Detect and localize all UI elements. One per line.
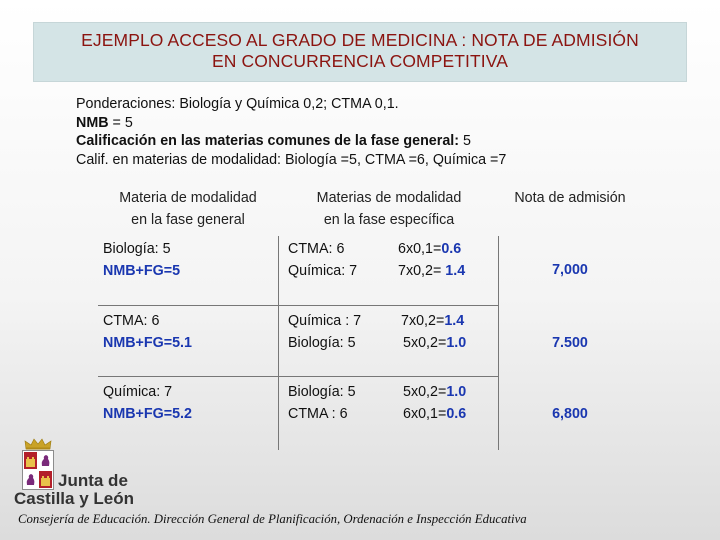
logo-line-1: Junta de <box>58 471 128 490</box>
header-fase-especifica-line1: Materias de modalidad <box>316 190 462 206</box>
row-1-subject: Biología: 5 <box>103 241 171 257</box>
table-row-1-especifica <box>288 238 357 282</box>
row-1-calc-2: 7x0,2= 1.4 <box>398 263 466 279</box>
lion-icon <box>39 452 52 469</box>
header-fase-especifica-line2: en la fase específica <box>323 212 455 228</box>
table-row-2-calc <box>401 310 466 354</box>
header-nota-admision <box>500 187 640 209</box>
row-2-subject: CTMA: 6 <box>103 313 160 329</box>
nmb-value: = 5 <box>108 114 133 131</box>
row-1-nota: 7,000 <box>552 262 588 278</box>
row-2-calc-2: 5x0,2=1.0 <box>403 335 467 351</box>
lion-icon-2 <box>24 471 37 488</box>
row-3-subject: Química: 7 <box>103 384 173 400</box>
crown-icon <box>24 438 52 450</box>
row-2-nota: 7.500 <box>552 335 588 351</box>
slide-title <box>33 22 687 82</box>
row-2-calc-1: 7x0,2=1.4 <box>401 313 465 329</box>
calif-modalidad-text: Calif. en materias de modalidad: Biología =5, CTMA =6, Química =7 <box>76 151 507 168</box>
nmb-label: NMB <box>76 114 109 131</box>
row-3-nota: 6,800 <box>552 406 588 422</box>
table-divider-h2 <box>98 376 498 377</box>
logo-line-2: Castilla y León <box>14 489 134 508</box>
row-3-esp-1: Biología: 5 <box>288 384 356 400</box>
row-1-formula: NMB+FG=5 <box>103 263 181 279</box>
coat-of-arms-shield <box>22 450 54 490</box>
row-3-calc-2: 6x0,1=0.6 <box>403 406 467 422</box>
table-row-1-calc <box>398 238 465 282</box>
table-divider-h1 <box>98 305 498 306</box>
row-1-calc-1: 6x0,1=0.6 <box>398 241 462 257</box>
row-1-esp-1: CTMA: 6 <box>288 241 345 257</box>
junta-logo <box>14 434 164 510</box>
row-3-esp-2: CTMA : 6 <box>288 406 348 422</box>
table-divider-v1 <box>278 236 279 450</box>
header-fase-general-line1: Materia de modalidad <box>119 190 257 206</box>
ponderaciones-text: Ponderaciones: Biología y Química 0,2; CTMA 0,1. <box>76 96 399 112</box>
header-fase-especifica <box>280 187 498 231</box>
table-row-2-general <box>103 310 192 354</box>
calif-general-label: Calificación en las materias comunes de la fase general: <box>76 133 460 149</box>
castle-icon <box>24 452 37 469</box>
row-3-calc-1: 5x0,2=1.0 <box>403 384 467 400</box>
header-fase-general-line2: en la fase general <box>131 212 245 228</box>
calif-general-value: 5 <box>459 133 471 149</box>
title-line-1: EJEMPLO ACCESO AL GRADO DE MEDICINA : NOTA DE ADMISIÓN <box>81 30 639 50</box>
calif-general-line <box>76 132 506 151</box>
row-3-formula: NMB+FG=5.2 <box>103 406 192 422</box>
row-2-esp-2: Biología: 5 <box>288 335 356 351</box>
row-2-esp-1: Química : 7 <box>288 313 362 329</box>
info-block <box>76 95 506 169</box>
logo-text <box>14 471 178 508</box>
table-row-2-especifica <box>288 310 361 354</box>
header-nota-admision-line1: Nota de admisión <box>514 190 626 206</box>
castle-icon-2 <box>39 471 52 488</box>
nmb-line <box>76 114 506 133</box>
title-line-2: EN CONCURRENCIA COMPETITIVA <box>211 51 508 71</box>
table-row-3-general <box>103 381 192 425</box>
table-divider-v2 <box>498 236 499 450</box>
header-fase-general <box>100 187 276 231</box>
table-row-3-especifica <box>288 381 356 425</box>
table-row-3-calc <box>403 381 466 425</box>
footer-text: Consejería de Educación. Dirección General de Planificación, Ordenación e Inspección Educativa <box>18 512 527 526</box>
row-2-formula: NMB+FG=5.1 <box>103 335 192 351</box>
table-row-1-general <box>103 238 180 282</box>
row-1-esp-2: Química: 7 <box>288 263 358 279</box>
